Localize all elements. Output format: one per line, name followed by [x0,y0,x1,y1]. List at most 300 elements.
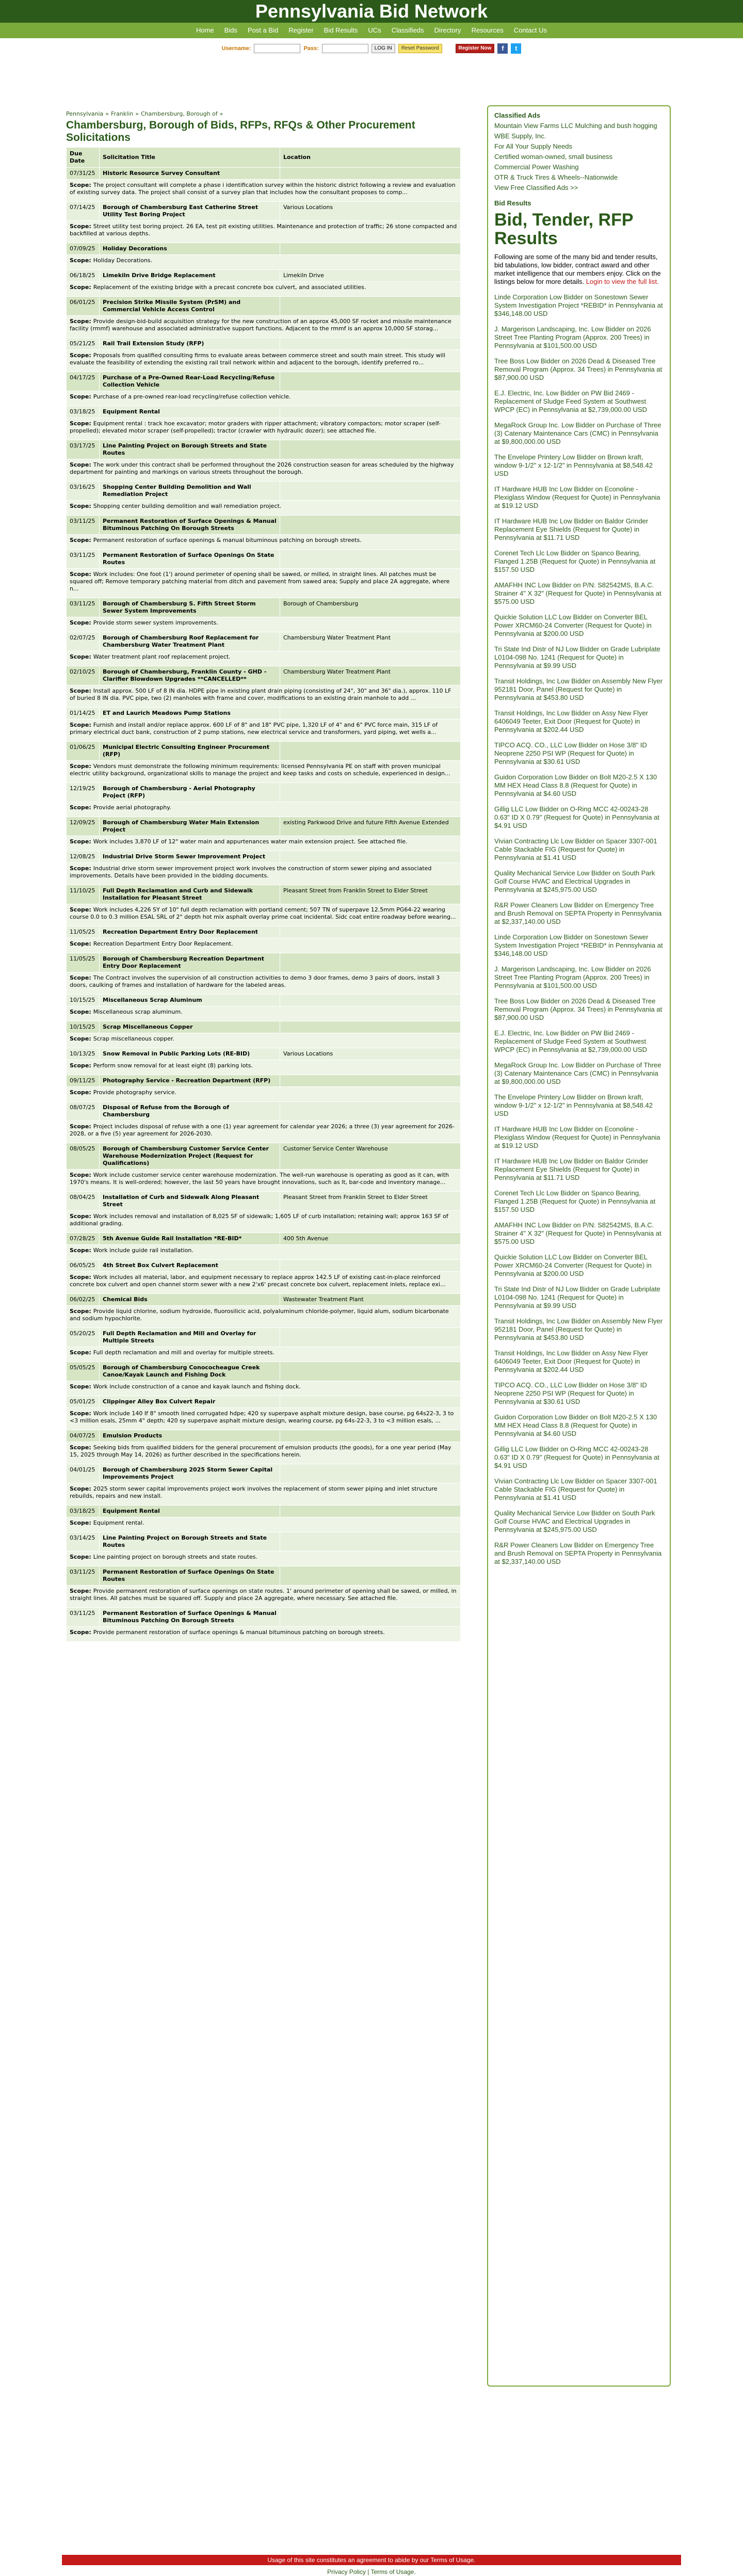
solicitation-title[interactable]: ET and Laurich Meadows Pump Stations [100,708,280,719]
solicitation-location [280,783,461,802]
solicitation-scope [67,685,461,708]
solicitation-date: 03/18/25 [67,1506,100,1517]
bid-result-link[interactable]: Corenet Tech Llc Low Bidder on Spanco Bearing, Flanged 1.25B (Request for Quote) in Pennsylvania at $157.50 USD [494,549,656,573]
solicitation-scope-row [67,221,461,243]
solicitation-location [280,338,461,350]
solicitation-title[interactable]: Municipal Electric Consulting Engineer Procurement (RFP) [100,742,280,761]
scope-label: Scope: [70,763,91,770]
solicitation-row[interactable] [67,598,461,617]
solicitation-scope [67,180,461,202]
classified-ads-heading: Classified Ads [494,111,541,119]
bid-result-link[interactable]: The Envelope Printery Low Bidder on Brown kraft, window 9-1/2" x 12-1/2" in Pennsylvania at $8,548.42 USD [494,1093,653,1117]
solicitation-row[interactable] [67,482,461,501]
solicitation-scope [67,1060,461,1075]
scope-label: Scope: [70,318,91,325]
solicitation-scope [67,1272,461,1294]
solicitation-row[interactable] [67,953,461,972]
scope-text: 2025 storm sewer capital improvements project work involves the replacement of storm sewer piping and inlet structure rebuilds, repairs and new install. [70,1485,438,1499]
solicitation-scope [67,1408,461,1430]
solicitation-title[interactable]: Borough of Chambersburg S. Fifth Street Storm Sewer System Improvements [100,598,280,617]
solicitation-date: 02/07/25 [67,632,100,651]
username-label: Username: [221,45,251,52]
solicitation-scope [67,569,461,598]
solicitation-date: 05/20/25 [67,1328,100,1347]
classified-ad-link[interactable]: Mountain View Farms LLC Mulching and bush hogging [494,122,657,130]
solicitation-scope-row [67,282,461,297]
solicitation-location [280,1532,461,1551]
solicitation-scope [67,535,461,550]
scope-text: Provide permanent restoration of surface openings & manual bituminous patching on borough streets. [93,1629,385,1636]
solicitation-title[interactable]: Borough of Chambersburg, Franklin County - GHD - Clarifier Blowdown Upgrades **CANCELLED** [100,666,280,685]
solicitation-row[interactable] [67,885,461,904]
solicitation-row[interactable] [67,1048,461,1060]
password-label: Pass: [303,45,319,52]
bid-result-link[interactable]: Linde Corporation Low Bidder on Sonestown Sewer System Investigation Project *REBID* in Pennsylvania at $346,148.00 USD [494,293,663,317]
solicitation-date: 12/19/25 [67,783,100,802]
solicitation-scope [67,1006,461,1021]
classified-ad-link[interactable]: Commercial Power Washing [494,163,579,171]
solicitation-location: Wastewater Treatment Plant [280,1294,461,1306]
bid-result-link[interactable]: Tree Boss Low Bidder on 2026 Dead & Diseased Tree Removal Program (Approx. 34 Trees) in Pennsylvania at $87,900.00 USD [494,357,663,381]
solicitation-row[interactable] [67,1075,461,1087]
solicitation-row[interactable] [67,851,461,863]
solicitation-row[interactable] [67,297,461,316]
nav-link[interactable]: UCs [368,26,381,34]
solicitation-title[interactable]: Rail Trail Extension Study (RFP) [100,338,280,350]
solicitation-row[interactable] [67,1294,461,1306]
bid-result-link[interactable]: Quality Mechanical Service Low Bidder on South Park Golf Course HVAC and Electrical Upgrades in Pennsylvania at $245,975.00 USD [494,869,655,893]
solicitation-row[interactable] [67,338,461,350]
bid-result-link[interactable]: IT Hardware HUB Inc Low Bidder on Econoline - Plexiglass Window (Request for Quote) in Pennsylvania at $19.12 USD [494,1125,660,1149]
solicitation-location: Chambersburg Water Treatment Plant [280,666,461,685]
solicitation-scope-row [67,1586,461,1608]
classified-ad-link[interactable]: WBE Supply, Inc. [494,132,546,140]
solicitation-location [280,1608,461,1627]
scope-label: Scope: [70,1410,91,1417]
solicitation-scope-row [67,1627,461,1642]
solicitation-title[interactable]: Clippinger Alley Box Culvert Repair [100,1396,280,1408]
scope-text: Recreation Department Entry Door Replacement. [93,940,233,947]
solicitation-location [280,1328,461,1347]
scope-label: Scope: [70,653,91,660]
bid-result-link[interactable]: Vivian Contracting Llc Low Bidder on Spacer 3307-001 Cable Stackable FIG (Request for Quote) in Pennsylvania at $1.41 USD [494,837,657,861]
classified-ad-link[interactable]: For All Your Supply Needs [494,142,573,150]
solicitation-scope [67,863,461,885]
solicitation-title[interactable]: Shopping Center Building Demolition and Wall Remediation Project [100,482,280,501]
nav-link[interactable]: Resources [471,26,504,34]
page-wrapper [62,38,681,1636]
scope-text: Proposals from qualified consulting firms to evaluate areas between commerce street and south main street. This study will evaluate the feasibility of extending the existing rail trail network within and adjacent to the borough, identify preferred ro... [70,352,445,366]
solicitation-scope-row [67,1006,461,1021]
solicitation-row[interactable] [67,516,461,535]
solicitation-title[interactable]: Full Depth Reclamation and Mill and Overlay for Multiple Streets [100,1328,280,1347]
bid-result-link[interactable]: IT Hardware HUB Inc Low Bidder on Baldor Grinder Replacement Eye Shields (Request for Quote) in Pennsylvania at $11.71 USD [494,1157,649,1181]
solicitation-location: Chambersburg Water Treatment Plant [280,632,461,651]
scope-label: Scope: [70,1172,91,1178]
scope-text: Provide aerial photography. [93,804,171,811]
scope-label: Scope: [70,722,91,728]
scope-text: Work include guide rail installation. [93,1247,193,1254]
solicitation-title[interactable]: Permanent Restoration of Surface Openings & Manual Bituminous Patching On Borough Streets [100,516,280,535]
solicitation-row[interactable] [67,1430,461,1442]
classified-ad-link[interactable]: Certified woman-owned, small business [494,153,613,161]
solicitation-row[interactable] [67,168,461,180]
solicitation-scope [67,1517,461,1532]
solicitation-row[interactable] [67,406,461,418]
solicitation-title[interactable]: Line Painting Project on Borough Streets and State Routes [100,440,280,459]
solicitation-location: Various Locations [280,1048,461,1060]
solicitation-scope-row [67,569,461,598]
solicitation-row[interactable] [67,1566,461,1586]
solicitation-row[interactable] [67,202,461,221]
solicitation-date: 06/18/25 [67,270,100,282]
scope-text: Work include construction of a canoe and kayak launch and fishing dock. [93,1383,301,1390]
solicitation-date: 06/02/25 [67,1294,100,1306]
bid-result-link[interactable]: Linde Corporation Low Bidder on Sonestown Sewer System Investigation Project *REBID* in Pennsylvania at $346,148.00 USD [494,933,663,957]
solicitation-scope [67,651,461,666]
solicitation-location: Borough of Chambersburg [280,598,461,617]
solicitation-row[interactable] [67,243,461,255]
scope-label: Scope: [70,1123,91,1130]
login-link[interactable]: Login to view the full list. [586,278,659,285]
bid-result-link[interactable]: Gillig LLC Low Bidder on O-Ring MCC 42-00243-28 0.63" ID X 0.79" (Request for Quote) in Pennsylvania at $4.91 USD [494,805,659,829]
scope-text: Permanent restoration of surface openings & manual bituminous patching on borough streets. [93,537,362,543]
breadcrumb-item[interactable]: Chambersburg, Borough of [140,110,218,117]
solicitation-date: 12/09/25 [67,817,100,836]
bid-result-link[interactable]: Quickie Solution LLC Low Bidder on Converter BEL Power XRCM60-24 Converter (Request for Quote) in Pennsylvania at $200.00 USD [494,613,652,637]
site-header [0,0,743,23]
solicitation-location: Limekiln Drive [280,270,461,282]
scope-label: Scope: [70,1349,91,1356]
solicitation-row[interactable] [67,783,461,802]
scope-text: Miscellaneous scrap aluminum. [93,1009,183,1015]
solicitation-location [280,851,461,863]
bid-result-link[interactable]: TIPCO ACQ. CO., LLC Low Bidder on Hose 3/8" ID Neoprene 2250 PSI WP (Request for Quote) in Pennsylvania at $30.61 USD [494,1381,647,1405]
solicitation-row[interactable] [67,926,461,938]
site-title: Pennsylvania Bid Network [255,1,488,22]
solicitation-row[interactable] [67,372,461,391]
bid-result-link[interactable]: AMAFHH INC Low Bidder on P/N: S82542MS, B.A.C. Strainer 4" X 32" (Request for Quote) in Pennsylvania at $575.00 USD [494,1221,661,1245]
solicitation-title[interactable]: Emulsion Products [100,1430,280,1442]
solicitation-title[interactable]: Recreation Department Entry Door Replacement [100,926,280,938]
twitter-icon[interactable]: t [511,43,521,54]
solicitation-title[interactable]: Borough of Chambersburg - Aerial Photography Project (RFP) [100,783,280,802]
results-big-heading: Bid, Tender, RFP Results [494,210,633,248]
solicitation-location [280,1021,461,1033]
solicitation-scope-row [67,180,461,202]
solicitation-scope [67,802,461,817]
solicitation-date: 03/11/25 [67,516,100,535]
solicitation-row[interactable] [67,817,461,836]
solicitation-row[interactable] [67,708,461,719]
facebook-icon[interactable]: f [497,43,508,54]
solicitation-title[interactable]: Borough of Chambersburg Conococheague Creek Canoe/Kayak Launch and Fishing Dock [100,1362,280,1381]
solicitation-scope-row [67,1087,461,1102]
bid-results-heading: Bid Results [494,199,531,207]
solicitation-title[interactable]: Full Depth Reclamation and Curb and Sidewalk Installation for Pleasant Street [100,885,280,904]
bid-result-link[interactable]: R&R Power Cleaners Low Bidder on Emergency Tree and Brush Removal on SEPTA Property in Pennsylvania at $2,337,140.00 USD [494,1541,662,1565]
login-bar [62,38,681,59]
solicitation-date: 05/05/25 [67,1362,100,1381]
solicitation-row[interactable] [67,1143,461,1170]
solicitation-date: 10/15/25 [67,995,100,1006]
scope-text: Industrial drive storm sewer improvement project work involves the construction of storm sewer piping and associated improvements. Details have been provided in the bidding documents. [70,865,432,879]
scope-text: Scrap miscellaneous copper. [93,1035,174,1042]
scope-label: Scope: [70,940,91,947]
solicitation-date: 02/10/25 [67,666,100,685]
solicitation-date: 01/06/25 [67,742,100,761]
bid-result-link[interactable]: Tri State Ind Distr of NJ Low Bidder on Grade Lubriplate L0104-098 No. 1241 (Request for Quote) in Pennsylvania at $9.99 USD [494,1285,660,1309]
bid-result-link[interactable]: IT Hardware HUB Inc Low Bidder on Econoline - Plexiglass Window (Request for Quote) in Pennsylvania at $19.12 USD [494,485,660,509]
username-input[interactable] [254,44,300,53]
solicitation-title[interactable]: Installation of Curb and Sidewalk Along Pleasant Street [100,1192,280,1211]
solicitation-row[interactable] [67,550,461,569]
solicitation-title[interactable]: Borough of Chambersburg Water Main Extension Project [100,817,280,836]
solicitation-row[interactable] [67,1396,461,1408]
solicitation-title[interactable]: Holiday Decorations [100,243,280,255]
header-title: Solicitation Title [100,148,280,168]
bid-result-link[interactable]: Tree Boss Low Bidder on 2026 Dead & Diseased Tree Removal Program (Approx. 34 Trees) in Pennsylvania at $87,900.00 USD [494,997,663,1021]
solicitation-row[interactable] [67,632,461,651]
solicitation-scope [67,938,461,953]
classified-ad-link[interactable]: View Free Classified Ads >> [494,184,578,191]
solicitation-title[interactable]: Permanent Restoration of Surface Openings & Manual Bituminous Patching On Borough Streets [100,1608,280,1627]
solicitation-row[interactable] [67,1328,461,1347]
bid-result-link[interactable]: Gillig LLC Low Bidder on O-Ring MCC 42-00243-28 0.63" ID X 0.79" (Request for Quote) in Pennsylvania at $4.91 USD [494,1445,659,1469]
solicitation-scope [67,418,461,440]
solicitation-scope [67,1087,461,1102]
solicitation-row[interactable] [67,1532,461,1551]
bid-result-link[interactable]: Corenet Tech Llc Low Bidder on Spanco Bearing, Flanged 1.25B (Request for Quote) in Pennsylvania at $157.50 USD [494,1189,656,1213]
solicitation-date: 08/07/25 [67,1102,100,1121]
solicitation-date: 11/10/25 [67,885,100,904]
solicitation-title[interactable]: Photography Service - Recreation Department (RFP) [100,1075,280,1087]
solicitation-row[interactable] [67,1102,461,1121]
scope-text: Furnish and install and/or replace approx. 600 LF of 8" and 18" PVC pipe, 1,320 LF of 4" and 6" PVC force main, 315 LF of primary electrical duct bank, construction of 2 pump stations, new electrical service and transformers, yard piping, wet wells a... [70,722,438,735]
password-input[interactable] [322,44,368,53]
scope-label: Scope: [70,393,91,400]
scope-label: Scope: [70,1588,91,1594]
scope-label: Scope: [70,1089,91,1096]
solicitation-title[interactable]: Equipment Rental [100,406,280,418]
solicitation-location [280,1362,461,1381]
bid-result-link[interactable]: TIPCO ACQ. CO., LLC Low Bidder on Hose 3/8" ID Neoprene 2250 PSI WP (Request for Quote) in Pennsylvania at $30.61 USD [494,741,647,765]
solicitation-date: 07/31/25 [67,168,100,180]
solicitation-scope-row [67,316,461,338]
solicitation-title[interactable]: Snow Removal in Public Parking Lots (RE-BID) [100,1048,280,1060]
solicitation-title[interactable]: Borough of Chambersburg Roof Replacement for Chambersburg Water Treatment Plant [100,632,280,651]
results-list [494,293,664,1566]
solicitation-date: 03/11/25 [67,1608,100,1627]
bid-result-link[interactable]: Vivian Contracting Llc Low Bidder on Spacer 3307-001 Cable Stackable FIG (Request for Quote) in Pennsylvania at $1.41 USD [494,1477,657,1501]
bid-result-link[interactable]: MegaRock Group Inc. Low Bidder on Purchase of Three (3) Catenary Maintenance Cars (CMC) in Pennsylvania at $9,800,000.00 USD [494,1061,661,1085]
solicitation-date: 01/14/25 [67,708,100,719]
solicitation-title[interactable]: Scrap Miscellaneous Copper [100,1021,280,1033]
solicitation-location [280,1464,461,1483]
scope-text: Work include 140 If 8" smooth lined corrugated hdpe; 420 sy superpave asphalt mixture design, base course, pg 64s22-3, 3 to <3 million esals, 25mm 4" depth; 420 sy superpave asphalt mixture design, wearing course, pg 64s-22-3, 3 to <3 million esals, ... [70,1410,454,1424]
scope-label: Scope: [70,1444,91,1451]
terms-of-usage-link[interactable]: Terms of Usage. [370,2568,416,2575]
solicitation-title[interactable]: 4th Street Box Culvert Replacement [100,1260,280,1272]
scope-text: Project includes disposal of refuse with a one (1) year agreement for calendar year 2026; a three (3) year agreement for 2026-2028, or a five (5) year agreement for 2026-2030. [70,1123,455,1137]
bid-result-link[interactable]: E.J. Electric, Inc. Low Bidder on PW Bid 2469 - Replacement of Sludge Feed System at Southwest WPCP (EC) in Pennsylvania at $2,739,000.00 USD [494,1029,648,1053]
solicitation-scope-row [67,1408,461,1430]
solicitation-row[interactable] [67,1608,461,1627]
scope-label: Scope: [70,182,91,188]
bid-result-link[interactable]: Quickie Solution LLC Low Bidder on Converter BEL Power XRCM60-24 Converter (Request for Quote) in Pennsylvania at $200.00 USD [494,1253,652,1277]
bid-result-link[interactable]: Guidon Corporation Low Bidder on Bolt M20-2.5 X 130 MM HEX Head Class 8.8 (Request for Quote) in Pennsylvania at $4.60 USD [494,1413,657,1437]
solicitation-scope [67,1211,461,1233]
solicitation-location [280,406,461,418]
solicitation-date: 03/17/25 [67,440,100,459]
nav-link[interactable]: Classifieds [391,26,424,34]
solicitation-location [280,297,461,316]
solicitation-location [280,1260,461,1272]
bid-result-link[interactable]: AMAFHH INC Low Bidder on P/N: S82542MS, B.A.C. Strainer 4" X 32" (Request for Quote) in Pennsylvania at $575.00 USD [494,581,661,605]
solicitation-row[interactable] [67,1192,461,1211]
nav-link[interactable]: Bids [224,26,237,34]
solicitation-location [280,995,461,1006]
classified-ad-link[interactable]: OTR & Truck Tires & Wheels--Nationwide [494,173,618,181]
main-nav [0,23,743,38]
solicitation-row[interactable] [67,742,461,761]
solicitation-title[interactable]: Limekiln Drive Bridge Replacement [100,270,280,282]
scope-text: Provide liquid chlorine, sodium hydroxide, fluorosilicic acid, polyaluminum chloride-polymer, liquid alum, sodium bicarbonate and sodium hypochlorite. [70,1308,449,1322]
solicitation-scope-row [67,863,461,885]
header-location: Location [280,148,461,168]
breadcrumb-item[interactable]: Franklin [111,110,134,117]
bid-result-link[interactable]: R&R Power Cleaners Low Bidder on Emergency Tree and Brush Removal on SEPTA Property in Pennsylvania at $2,337,140.00 USD [494,901,662,925]
solicitation-title[interactable]: Historic Resource Survey Consultant [100,168,280,180]
solicitation-date: 04/07/25 [67,1430,100,1442]
nav-link[interactable]: Home [196,26,214,34]
solicitation-row[interactable] [67,1464,461,1483]
bid-result-link[interactable]: E.J. Electric, Inc. Low Bidder on PW Bid 2469 - Replacement of Sludge Feed System at Southwest WPCP (EC) in Pennsylvania at $2,739,000.00 USD [494,389,648,413]
solicitation-title[interactable]: Permanent Restoration of Surface Openings On State Routes [100,1566,280,1586]
scope-label: Scope: [70,1009,91,1015]
solicitation-date: 08/04/25 [67,1192,100,1211]
solicitation-title[interactable]: Borough of Chambersburg East Catherine Street Utility Test Boring Project [100,202,280,221]
breadcrumb-separator: » [135,110,139,117]
scope-label: Scope: [70,537,91,543]
login-button[interactable]: LOG IN [372,44,395,53]
solicitation-title[interactable]: Purchase of a Pre-Owned Rear-Load Recycling/Refuse Collection Vehicle [100,372,280,391]
scope-label: Scope: [70,1629,91,1636]
nav-link[interactable]: Contact Us [513,26,547,34]
solicitation-row[interactable] [67,666,461,685]
bid-result-link[interactable]: The Envelope Printery Low Bidder on Brown kraft, window 9-1/2" x 12-1/2" in Pennsylvania at $8,548.42 USD [494,453,653,477]
solicitation-scope-row [67,501,461,516]
solicitation-row[interactable] [67,995,461,1006]
breadcrumb-item[interactable]: Pennsylvania [66,110,104,117]
solicitation-scope-row [67,802,461,817]
usage-notice: Usage of this site constitutes an agreement to abide by our Terms of Usage. [62,2555,681,2565]
solicitation-row[interactable] [67,270,461,282]
solicitation-scope [67,1170,461,1192]
nav-link[interactable]: Bid Results [324,26,358,34]
nav-link[interactable]: Post a Bid [247,26,279,34]
solicitation-scope [67,255,461,270]
scope-text: Work includes removal and installation of 8,025 SF of sidewalk; 1,605 LF of curb installation; retaining wall; approx 163 SF of additional grading. [70,1213,448,1227]
scope-label: Scope: [70,865,91,872]
solicitation-scope-row [67,1033,461,1048]
solicitation-scope-row [67,719,461,742]
reset-password-button[interactable]: Reset Password [398,44,442,53]
solicitation-title[interactable]: Equipment Rental [100,1506,280,1517]
privacy-policy-link[interactable]: Privacy Policy [327,2568,366,2575]
bid-result-link[interactable]: Transit Holdings, Inc Low Bidder on Assembly New Flyer 952181 Door, Panel (Request for Quote) in Pennsylvania at $453.80 USD [494,1317,663,1341]
solicitation-title[interactable]: Permanent Restoration of Surface Openings On State Routes [100,550,280,569]
solicitation-row[interactable] [67,440,461,459]
solicitation-date: 03/11/25 [67,598,100,617]
solicitation-scope-row [67,350,461,372]
solicitation-row[interactable] [67,1362,461,1381]
bid-result-link[interactable]: Guidon Corporation Low Bidder on Bolt M20-2.5 X 130 MM HEX Head Class 8.8 (Request for Quote) in Pennsylvania at $4.60 USD [494,773,657,797]
scope-text: Install approx. 500 LF of 8 IN dia. HDPE pipe in existing plant drain piping (consisting of 24", 30" and 36" dia.), approx. 110 LF of buried 8 IN dia. PVC pipe, two (2) manholes with frame and cover, modifications to an existing drain manhole to add ... [70,687,451,701]
scope-label: Scope: [70,1035,91,1042]
solicitation-location [280,243,461,255]
solicitation-title[interactable]: Miscellaneous Scrap Aluminum [100,995,280,1006]
scope-text: Equipment rental : track hoe excavator; motor graders with ripper attachment; vibratory compactors; motor scraper (self-propelled); elevated motor scraper (self-propelled); tractor (crawler with hydraulic dozer); see attached file. [70,420,441,434]
scope-label: Scope: [70,571,91,578]
solicitation-title[interactable]: Precision Strike Missile System (PrSM) and Commercial Vehicle Access Control [100,297,280,316]
solicitation-date: 03/11/25 [67,1566,100,1586]
classified-ads-list [494,122,664,192]
bid-result-link[interactable]: IT Hardware HUB Inc Low Bidder on Baldor Grinder Replacement Eye Shields (Request for Quote) in Pennsylvania at $11.71 USD [494,517,649,541]
solicitation-title[interactable]: Borough of Chambersburg 2025 Storm Sewer Capital Improvements Project [100,1464,280,1483]
solicitation-title[interactable]: 5th Avenue Guide Rail Installation *RE-BID* [100,1233,280,1245]
solicitation-title[interactable]: Disposal of Refuse from the Borough of Chambersburg [100,1102,280,1121]
solicitation-scope-row [67,418,461,440]
solicitation-scope-row [67,1483,461,1506]
solicitation-title[interactable]: Chemical Bids [100,1294,280,1306]
scope-text: Holiday Decorations. [93,257,153,264]
bid-result-link[interactable]: Transit Holdings, Inc Low Bidder on Assy New Flyer 6406049 Teeter, Exit Door (Request for Quote) in Pennsylvania at $202.44 USD [494,1349,648,1373]
solicitation-date: 11/05/25 [67,926,100,938]
solicitation-scope-row [67,1170,461,1192]
solicitation-scope-row [67,1306,461,1328]
solicitation-location [280,1430,461,1442]
nav-link[interactable]: Directory [434,26,461,34]
bid-result-link[interactable]: MegaRock Group Inc. Low Bidder on Purchase of Three (3) Catenary Maintenance Cars (CMC) in Pennsylvania at $9,800,000.00 USD [494,421,661,445]
solicitation-date: 03/14/25 [67,1532,100,1551]
scope-text: The Contract involves the supervision of all construction activities to demo 3 door frames, demo 3 pairs of doors, install 3 doors, caulking of frames and installation of hardware for the labeled areas. [70,974,440,988]
scope-label: Scope: [70,257,91,264]
solicitation-title[interactable]: Borough of Chambersburg Recreation Department Entry Door Replacement [100,953,280,972]
solicitation-title[interactable]: Borough of Chambersburg Customer Service Center Warehouse Modernization Project (Request for Qualifications) [100,1143,280,1170]
solicitation-row[interactable] [67,1233,461,1245]
solicitation-scope-row [67,1121,461,1143]
bid-result-link[interactable]: Transit Holdings, Inc Low Bidder on Assy New Flyer 6406049 Teeter, Exit Door (Request for Quote) in Pennsylvania at $202.44 USD [494,709,648,733]
bid-result-link[interactable]: Quality Mechanical Service Low Bidder on South Park Golf Course HVAC and Electrical Upgrades in Pennsylvania at $245,975.00 USD [494,1509,655,1533]
nav-link[interactable]: Register [288,26,314,34]
solicitation-title[interactable]: Line Painting Project on Borough Streets and State Routes [100,1532,280,1551]
solicitation-row[interactable] [67,1260,461,1272]
bid-result-link[interactable]: J. Margerison Landscaping, Inc. Low Bidder on 2026 Street Tree Planting Program (Approx. 200 Trees) in Pennsylvania at $101,500.00 USD [494,965,651,989]
bid-result-link[interactable]: Transit Holdings, Inc Low Bidder on Assembly New Flyer 952181 Door, Panel (Request for Quote) in Pennsylvania at $453.80 USD [494,677,663,701]
solicitation-scope [67,1627,461,1642]
bid-result-link[interactable]: Tri State Ind Distr of NJ Low Bidder on Grade Lubriplate L0104-098 No. 1241 (Request for Quote) in Pennsylvania at $9.99 USD [494,645,660,669]
bid-result-link[interactable]: J. Margerison Landscaping, Inc. Low Bidder on 2026 Street Tree Planting Program (Approx. 200 Trees) in Pennsylvania at $101,500.00 USD [494,325,651,349]
page-title: Chambersburg, Borough of Bids, RFPs, RFQs & Other Procurement Solicitations [66,119,415,143]
solicitation-scope [67,719,461,742]
register-now-button[interactable]: Register Now [456,44,495,53]
solicitation-row[interactable] [67,1021,461,1033]
solicitation-row[interactable] [67,1506,461,1517]
solicitation-scope [67,221,461,243]
solicitation-title[interactable]: Industrial Drive Storm Sewer Improvement Project [100,851,280,863]
solicitation-scope-row [67,1245,461,1260]
